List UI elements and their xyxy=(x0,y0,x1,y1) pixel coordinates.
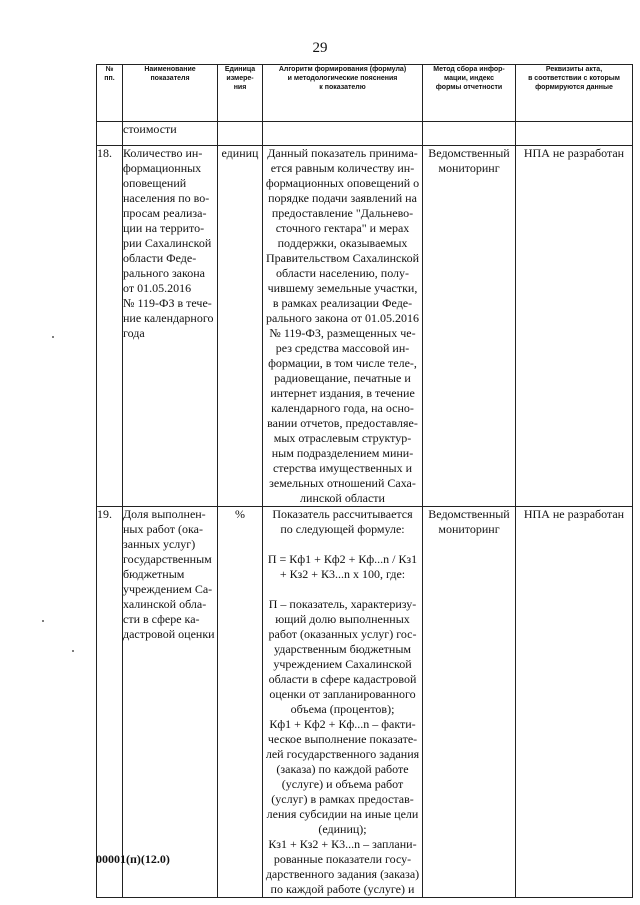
header-algorithm: Алгоритм формирования (формула) и методологические пояснения к показателю xyxy=(263,65,423,122)
algorithm-text: Данный показатель принима- ется равным количеству ин- формационных оповещений о порядке подачи заявлений на предоставление "Дальнево- сточного гектара" и мерах поддержки, оказываемых Правительством Сахалинской области населению, полу- чившему земельные участки, в рамках реализации Феде- рального закона от 01.05.2016 № 119-ФЗ, размещенных че- рез средства массовой ин- формации, в том числе теле-, радиовещание, печатные и интернет издания, в течение календарного года, на осно- вании отчетов, предоставляе- мых отраслевым структур- ным подразделением мини- стерства имущественных и земельных отношений Саха- линской области xyxy=(263,146,423,507)
formula: П = Кф1 + Кф2 + Кф...n / Кз1 xyxy=(267,552,418,566)
algorithm-text: Показатель рассчитывается по следующей формуле: П = Кф1 + Кф2 + Кф...n / Кз1 + Кз2 + К3...n х 100, где: П – показатель, характеризу- ющий долю выполненных работ (оказанных услуг) гос- ударственным бюджетным учреждением Сахалинской области в сфере кадастровой оценки от запланированного объема (процентов); Кф1 + Кф2 + Кф...n – факти- ческое выполнение показате- лей государственного задания (заказа) по каждой работе (услуге) и объема работ (услуг) в рамках предостав- ления субсидии на иные цели (единиц); Кз1 + Кз2 + К3...n – заплани- рованные показатели госу- дарственного задания (заказа) по каждой работе (услуге) и xyxy=(263,507,423,898)
collection-method: Ведомственный мониторинг xyxy=(423,507,516,898)
page-number: 29 xyxy=(312,40,328,56)
table-header-row xyxy=(97,65,633,122)
row-number: 19. xyxy=(97,507,123,898)
scan-speck xyxy=(72,650,74,652)
indicator-name: Количество ин- формационных оповещений населения по во- просам реализа- ции на террито- рии Сахалинской области Феде- рального закона от 01.05.2016 № 119-ФЗ в тече- ние календарного года xyxy=(123,146,218,507)
act-requisites: НПА не разработан xyxy=(516,507,633,898)
unit-of-measure: единиц xyxy=(218,146,263,507)
continuation-row xyxy=(97,122,633,146)
header-unit: Единица измере- ния xyxy=(218,65,263,122)
indicators-table xyxy=(96,64,633,898)
row-number: 18. xyxy=(97,146,123,507)
header-number: № пп. xyxy=(97,65,123,122)
table-row-18 xyxy=(97,146,633,507)
scan-speck xyxy=(42,620,44,622)
collection-method: Ведомственный мониторинг xyxy=(423,146,516,507)
continuation-text: стоимости xyxy=(123,122,218,146)
header-act: Реквизиты акта, в соответствии с которым формируются данные xyxy=(516,65,633,122)
act-requisites: НПА не разработан xyxy=(516,146,633,507)
document-form-code: 00001(п)(12.0) xyxy=(96,852,170,866)
unit-of-measure: % xyxy=(218,507,263,898)
header-method: Метод сбора инфор- мации, индекс формы отчетности xyxy=(423,65,516,122)
indicator-name: Доля выполнен- ных работ (ока- занных услуг) государственным бюджетным учреждением Са- халинской обла- сти в сфере ка- дастровой оценки xyxy=(123,507,218,898)
scan-speck xyxy=(52,336,54,338)
table-row-19 xyxy=(97,507,633,898)
header-name: Наименование показателя xyxy=(123,65,218,122)
